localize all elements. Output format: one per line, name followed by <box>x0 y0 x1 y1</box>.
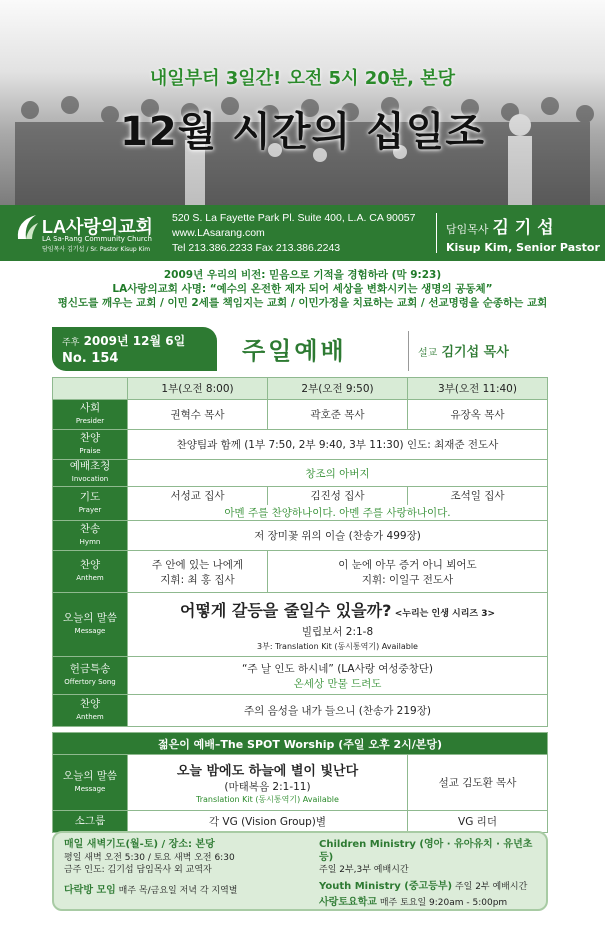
pastor-label: 담임목사 <box>446 223 489 236</box>
cell: VG 리더 <box>408 811 548 833</box>
row-label: 오늘의 말씀 Message <box>53 755 128 811</box>
row-label: 찬양 Praise <box>53 430 128 460</box>
table-row <box>53 505 548 521</box>
empty-header-cell <box>53 378 128 400</box>
ministry-right <box>319 839 539 910</box>
row-label: 찬양 Anthem <box>53 551 128 593</box>
pastor-english-name: Kisup Kim, Senior Pastor <box>446 241 600 254</box>
vision-line-1: 2009년 우리의 비전: 믿음으로 기적을 경험하라 (막 9:23) <box>163 269 442 281</box>
cell <box>128 593 548 657</box>
cell: 저 장미꽃 위의 이슬 (찬송가 499장) <box>128 521 548 551</box>
row-label: 찬송 Hymn <box>53 521 128 551</box>
cell: 곽호준 목사 <box>268 400 408 430</box>
church-logo-icon <box>14 213 40 245</box>
date-box <box>52 327 217 371</box>
spot-sermon-title: 오늘 밤에도 하늘에 별이 빛난다 <box>176 764 359 779</box>
table-row <box>53 400 548 430</box>
cell: 조석일 집사 <box>408 487 548 505</box>
church-address: 520 S. La Fayette Park Pl. Suite 400, L.A. CA 90057 <box>172 212 416 224</box>
dawn-prayer-title: 매일 새벽기도(월-토) / 장소: 본당 <box>64 839 215 850</box>
bulletin-date: 2009년 12월 6일 <box>83 334 186 348</box>
row-label: 예배초청 Invocation <box>53 460 128 487</box>
table-row <box>53 593 548 657</box>
table-row <box>53 487 548 505</box>
cell: 설교 김도환 목사 <box>408 755 548 811</box>
sermon-preacher <box>418 341 509 360</box>
divider <box>408 331 409 371</box>
preacher-name: 김기섭 목사 <box>441 345 509 360</box>
table-row <box>53 657 548 695</box>
youth-ministry-time: 주일 2부 예배시간 <box>454 881 528 892</box>
cell: 서성교 집사 <box>128 487 268 505</box>
row-label: 사회 Presider <box>53 400 128 430</box>
church-info-band <box>0 205 605 261</box>
senior-pastor <box>446 213 600 254</box>
cell: 주 안에 있는 나에게 지휘: 최 홍 집사 <box>128 551 268 593</box>
ministry-info-box <box>52 831 548 911</box>
spot-banner: 젊은이 예배–The SPOT Worship (주일 오후 2시/본당) <box>53 733 548 755</box>
cell: 각 VG (Vision Group)별 <box>128 811 408 833</box>
divider <box>436 213 437 253</box>
children-ministry-title: Children Ministry (영아 · 유아유치 · 유년초등) <box>319 839 533 863</box>
cell: 아멘 주를 찬양하나이다. 아멘 주를 사랑하나이다. <box>128 505 548 521</box>
church-logo <box>14 211 164 255</box>
column-header: 1부(오전 8:00) <box>128 378 268 400</box>
spot-scripture: (마태복음 2:1-11) <box>224 781 311 793</box>
ministry-left <box>64 839 304 897</box>
cell <box>128 755 408 811</box>
table-header-row <box>53 378 548 400</box>
vision-line-2: LA사랑의교회 사명: “예수의 온전한 제자 되어 세상을 변화시키는 생명의 공동체” <box>112 283 493 295</box>
preacher-label: 설교 <box>418 348 438 359</box>
children-ministry-time: 주일 2부,3부 예배시간 <box>319 865 409 875</box>
row-label: 오늘의 말씀 Message <box>53 593 128 657</box>
darak-time: 매주 목/금요일 저녁 각 지역별 <box>118 885 238 896</box>
cell: 이 눈에 아무 증거 아니 뵈어도 지휘: 이일구 전도사 <box>268 551 548 593</box>
table-row <box>53 521 548 551</box>
dawn-prayer-time: 평일 새벽 오전 5:30 / 토요 새벽 오전 6:30 <box>64 852 235 863</box>
saturday-school-title: 사랑토요학교 <box>319 897 377 908</box>
spot-translation: Translation Kit (동시통역기) Available <box>196 795 339 804</box>
bulletin-number: No. 154 <box>62 351 119 366</box>
table-row <box>53 551 548 593</box>
hero-subtitle: 내일부터 3일간! 오전 5시 20분, 본당 <box>149 68 456 89</box>
cell: 권혁수 목사 <box>128 400 268 430</box>
logo-subtitle: LA Sa-Rang Community Church <box>42 235 152 243</box>
row-label: 헌금특송 Offertory Song <box>53 657 128 695</box>
saturday-school-time: 매주 토요일 9:20am - 5:00pm <box>379 898 508 908</box>
order-of-worship-table <box>52 377 548 833</box>
row-label: 찬양 Anthem <box>53 695 128 727</box>
church-phone: Tel 213.386.2233 Fax 213.386.2243 <box>172 242 341 254</box>
cell: 유장옥 목사 <box>408 400 548 430</box>
darak-title: 다락방 모임 <box>64 884 116 896</box>
bulletin-header <box>52 327 552 375</box>
hero-banner <box>0 0 605 205</box>
table-row <box>53 811 548 833</box>
spot-banner-row <box>53 733 548 755</box>
date-prefix: 주후 <box>62 338 80 348</box>
cell: 주의 음성을 내가 들으니 (찬송가 219장) <box>128 695 548 727</box>
row-label: 기도 Prayer <box>53 487 128 521</box>
column-header: 3부(오전 11:40) <box>408 378 548 400</box>
sermon-title: 어떻게 갈등을 줄일수 있을까? <box>179 600 392 620</box>
cell: 찬양팀과 함께 (1부 7:50, 2부 9:40, 3부 11:30) 인도: 최재준 전도사 <box>128 430 548 460</box>
sermon-series: <누리는 인생 시리즈 3> <box>394 608 496 619</box>
cell: 창조의 아버지 <box>128 460 548 487</box>
service-title: 주일예배 <box>242 337 347 365</box>
church-contact <box>172 211 415 256</box>
table-row <box>53 430 548 460</box>
vision-line-3: 평신도를 깨우는 교회 / 이민 2세를 책임지는 교회 / 이민가정을 치료하는 교회 / 선교명령을 순종하는 교회 <box>57 297 548 309</box>
cell: 김진성 집사 <box>268 487 408 505</box>
table-row <box>53 755 548 811</box>
scripture: 빌립보서 2:1-8 <box>301 625 374 638</box>
translation-note: 3부: Translation Kit (동시통역기) Available <box>257 641 418 651</box>
logo-name: LA사랑의교회 <box>42 217 153 237</box>
cell: “주 날 인도 하시네” (LA사랑 여성중창단) 온세상 만물 드려도 <box>128 657 548 695</box>
logo-pastor-line: 담임목사 김기섭 / Sr. Pastor Kisup Kim <box>42 246 151 253</box>
row-label: 소그룹 <box>53 811 128 833</box>
hero-title: 12월 시간의 십일조 <box>120 109 485 155</box>
column-header: 2부(오전 9:50) <box>268 378 408 400</box>
dawn-prayer-leader: 금주 인도: 김기섭 담임목사 외 교역자 <box>64 865 212 875</box>
vision-statement <box>0 268 605 310</box>
pastor-name: 김 기 섭 <box>492 218 554 238</box>
table-row <box>53 460 548 487</box>
youth-ministry-title: Youth Ministry (중고등부) <box>319 880 453 892</box>
church-website[interactable]: www.LAsarang.com <box>172 227 265 239</box>
table-row <box>53 695 548 727</box>
